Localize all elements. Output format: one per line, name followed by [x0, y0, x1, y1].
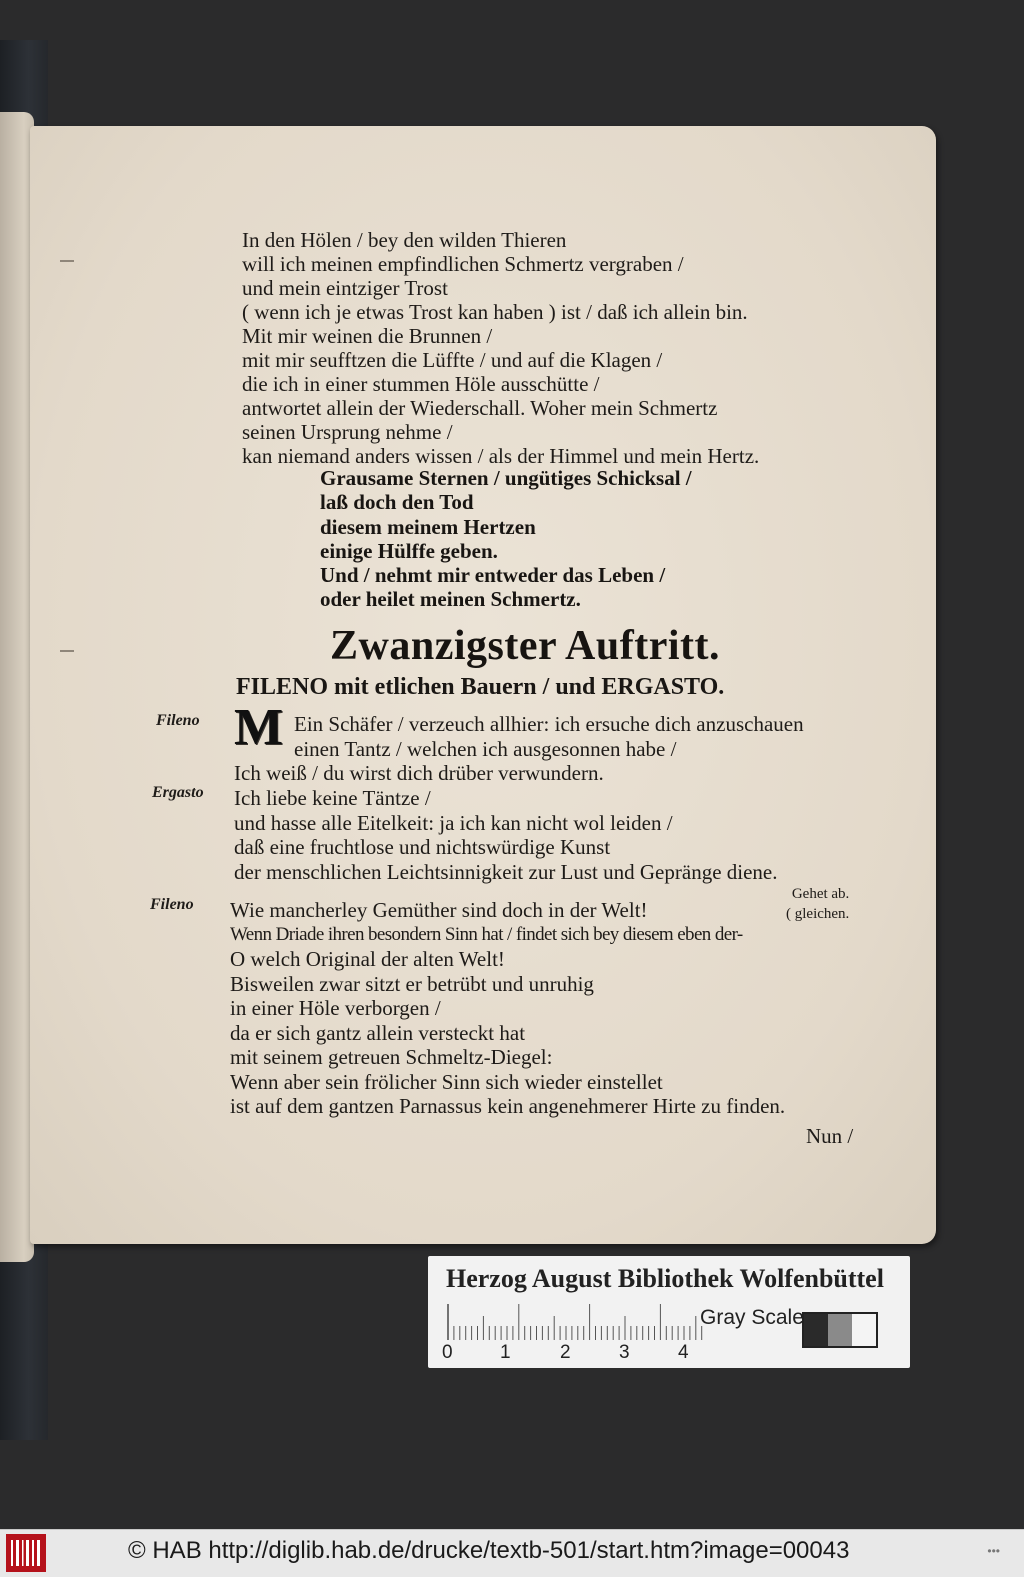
verse-block: [242, 228, 842, 468]
speech-block: [234, 761, 604, 786]
swatch-light: [852, 1314, 876, 1346]
speech-line: Ein Schäfer / verzeuch allhier: ich ersuche dich anzuschauen: [294, 712, 804, 736]
verse-line: antwortet allein der Wiederschall. Woher mein Schmertz: [242, 396, 718, 420]
speech-line: Bisweilen zwar sitzt er betrübt und unruhig: [230, 971, 594, 996]
speech-line: einen Tantz / welchen ich ausgesonnen habe /: [294, 736, 677, 761]
speaker-label: Fileno: [156, 712, 200, 729]
verse-line: mit mir seufftzen die Lüffte / und auf die Klagen /: [242, 348, 663, 372]
speech-block: [294, 712, 804, 761]
verse-line: und mein eintziger Trost: [242, 276, 448, 300]
ruler-icon: [446, 1302, 706, 1342]
page-edge-nick: [60, 260, 74, 262]
ruler-number: 2: [560, 1342, 571, 1363]
speech-line: daß eine fruchtlose und nichtswürdige Kunst: [234, 835, 611, 859]
verse-line: die ich in einer stummen Höle ausschütte /: [242, 372, 600, 396]
speech-line: der menschlichen Leichtsinnigkeit zur Lust und Gepränge diene.: [234, 859, 778, 884]
aria-line: einige Hülffe geben.: [320, 538, 498, 563]
speech-line: Wenn Driade ihren besondern Sinn hat / findet sich bey diesem eben der-: [230, 923, 743, 945]
color-scale-card: [428, 1256, 910, 1368]
verse-line: In den Hölen / bey den wilden Thieren: [242, 228, 567, 252]
gray-scale-swatch: [802, 1312, 878, 1348]
swatch-mid: [828, 1314, 852, 1346]
stage-direction-note: [786, 884, 849, 924]
aria-line: Und / nehmt mir entweder das Leben /: [320, 563, 666, 588]
speech-line: O welch Original der alten Welt!: [230, 947, 505, 971]
ruler-number: 4: [678, 1342, 689, 1363]
ruler-number: 0: [442, 1342, 453, 1363]
footer-bar: [0, 1529, 1024, 1577]
aria-line: laß doch den Tod: [320, 490, 474, 515]
verse-line: kan niemand anders wissen / als der Himmel und mein Hertz.: [242, 444, 760, 468]
stage-direction-line: ( gleichen.: [786, 906, 850, 922]
speech-line: Ich liebe keine Täntze /: [234, 786, 431, 810]
stage-direction-line: Gehet ab.: [791, 886, 850, 902]
previous-page-edge: [0, 112, 34, 1262]
verse-line: seinen Ursprung nehme /: [242, 420, 453, 444]
speech-block: [234, 786, 778, 884]
speech-line: da er sich gantz allein versteckt hat: [230, 1020, 526, 1045]
ruler-numbers: [442, 1342, 722, 1364]
gray-scale-label: Gray Scale: [700, 1306, 804, 1329]
speech-line: und hasse alle Eitelkeit: ja ich kan nicht wol leiden /: [234, 810, 673, 835]
cast-line: FILENO mit etlichen Bauern / und ERGASTO.: [236, 674, 725, 700]
aria-line: diesem meinem Hertzen: [320, 514, 536, 539]
speaker-label: Ergasto: [152, 784, 204, 801]
swatch-dark: [804, 1314, 828, 1346]
ruler-number: 1: [500, 1342, 511, 1363]
verse-line: will ich meinen empfindlichen Schmertz vergraben /: [242, 252, 684, 276]
copyright-url-text: © HAB http://diglib.hab.de/drucke/textb-501/start.htm?image=00043: [128, 1537, 850, 1564]
speech-line: in einer Höle verborgen /: [230, 996, 441, 1020]
scene-heading: Zwanzigster Auftritt.: [330, 623, 720, 669]
drop-capital: M: [234, 699, 284, 756]
speech-line: ist auf dem gantzen Parnassus kein angenehmerer Hirte zu finden.: [230, 1094, 786, 1118]
ruler-number: 3: [619, 1342, 630, 1363]
aria-block: [320, 466, 692, 612]
speech-line: Ich weiß / du wirst dich drüber verwundern.: [234, 761, 604, 785]
hab-barcode-logo-icon: [6, 1534, 46, 1572]
speaker-label: Fileno: [150, 896, 194, 913]
page-edge-nick: [60, 650, 74, 652]
speech-line: Wenn aber sein frölicher Sinn sich wieder einstellet: [230, 1069, 663, 1094]
library-name: Herzog August Bibliothek Wolfenbüttel: [446, 1264, 884, 1293]
speech-line: mit seinem getreuen Schmeltz-Diegel:: [230, 1045, 553, 1069]
catchword: Nun /: [806, 1124, 854, 1148]
aria-line: oder heilet meinen Schmertz.: [320, 587, 581, 612]
verse-line: ( wenn ich je etwas Trost kan haben ) ist / daß ich allein bin.: [242, 300, 748, 324]
speech-line: Wie mancherley Gemüther sind doch in der Welt!: [230, 898, 648, 922]
speech-block: [230, 898, 785, 1119]
aria-line: Grausame Sternen / ungütiges Schicksal /: [320, 466, 692, 490]
more-dots-icon[interactable]: •••: [987, 1544, 1000, 1558]
verse-line: Mit mir weinen die Brunnen /: [242, 324, 493, 348]
